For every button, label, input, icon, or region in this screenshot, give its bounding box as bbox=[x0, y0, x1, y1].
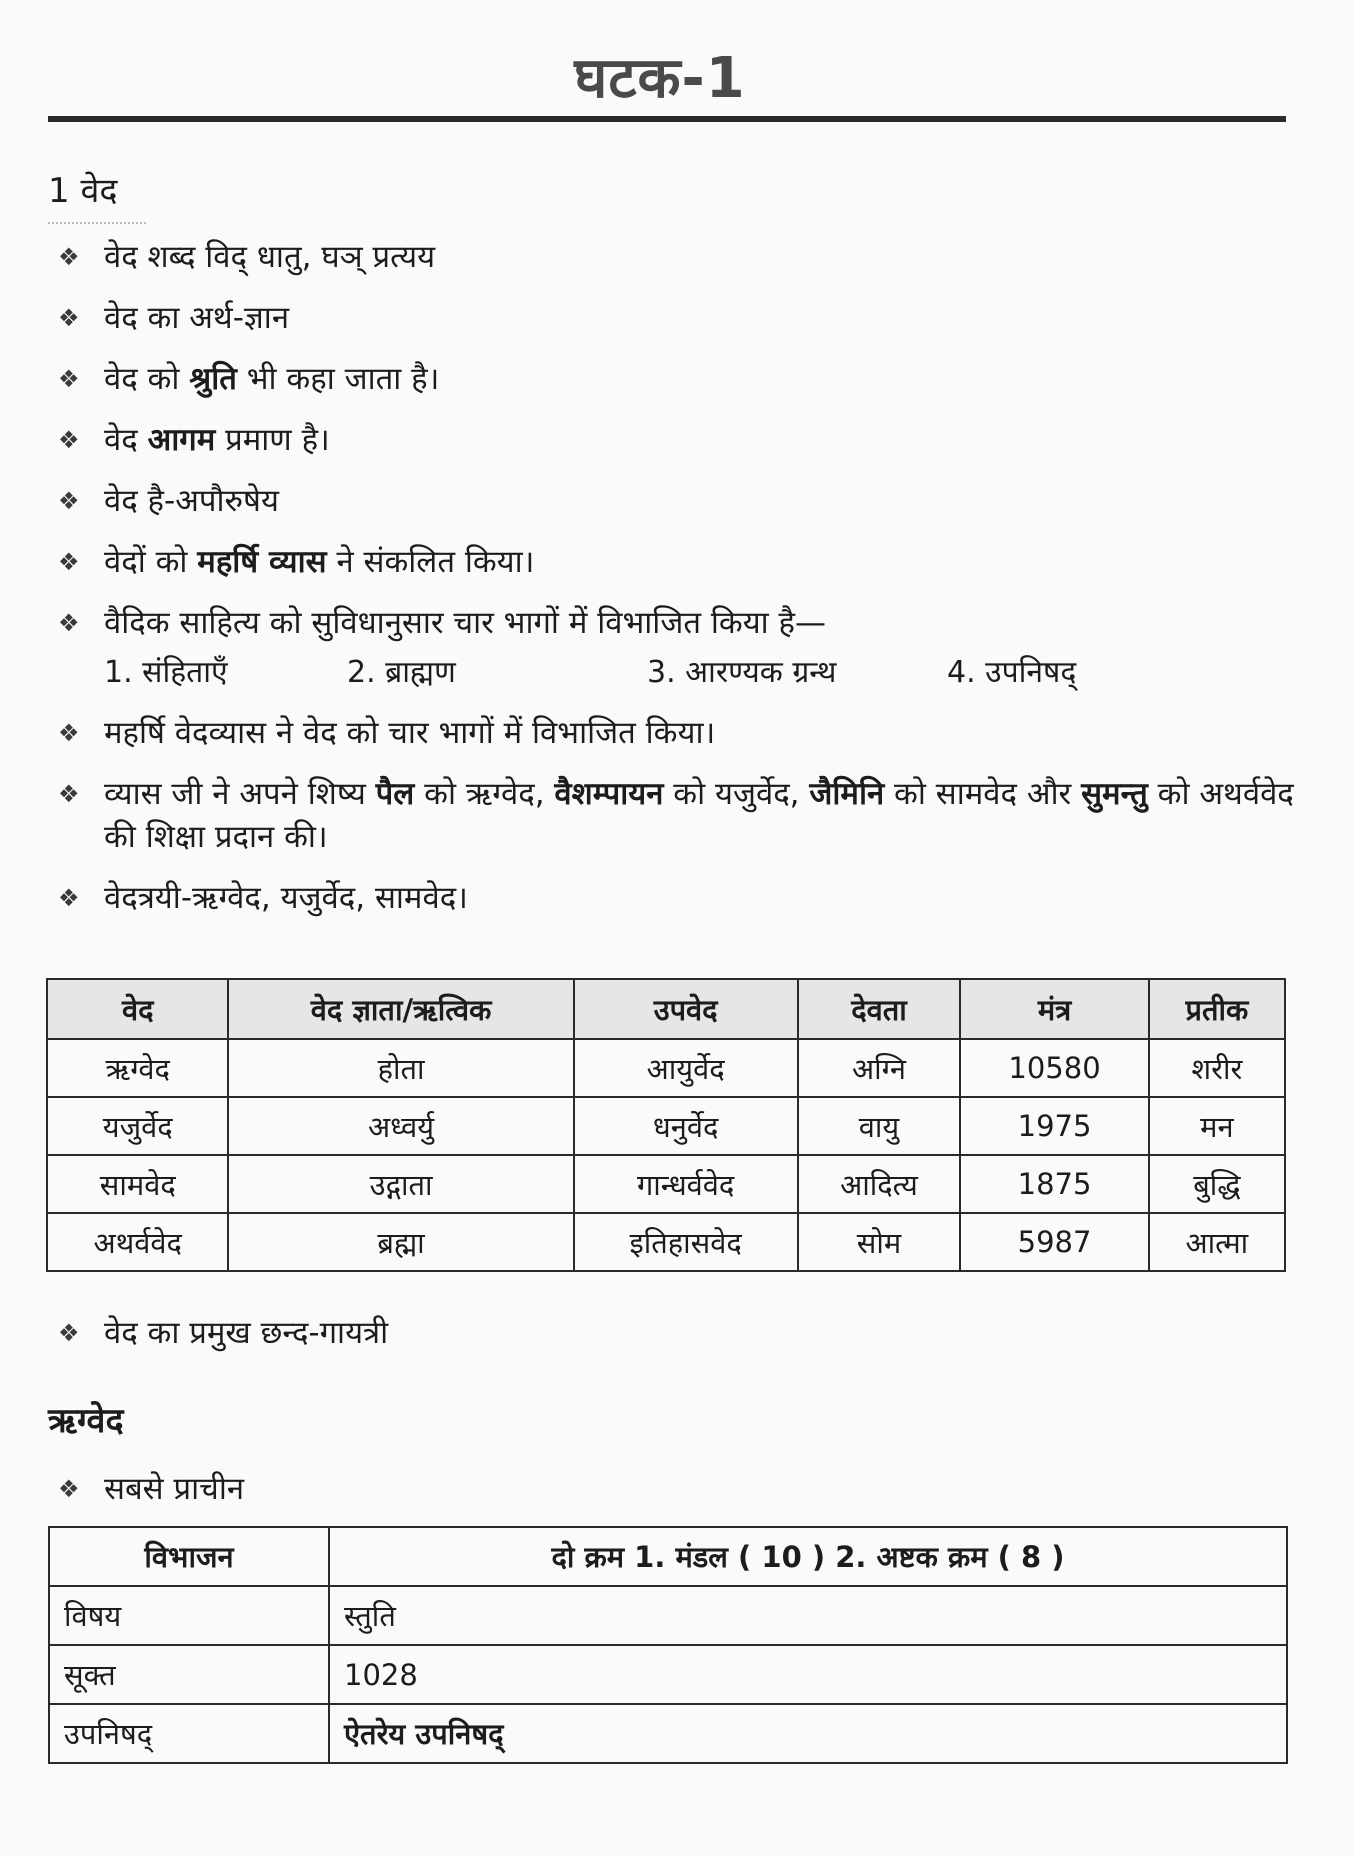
list-item-text: वेदों को bbox=[104, 544, 198, 580]
diamond-bullet-icon: ❖ bbox=[58, 243, 80, 271]
table-cell: इतिहासवेद bbox=[574, 1213, 798, 1271]
table-cell: अग्नि bbox=[798, 1039, 961, 1097]
chapter-title: घटक-1 bbox=[574, 46, 746, 111]
table-header-cell: वेद bbox=[47, 979, 228, 1039]
list-item bbox=[58, 297, 1308, 340]
table-cell: सोम bbox=[798, 1213, 961, 1271]
bold-term: वैशम्पायन bbox=[554, 776, 664, 812]
sub-item: 2. ब्राह्मण bbox=[347, 655, 456, 690]
list-item bbox=[58, 877, 1308, 920]
diamond-bullet-icon: ❖ bbox=[58, 548, 80, 576]
table-row bbox=[47, 1213, 1285, 1271]
rigveda-table-header-row bbox=[49, 1527, 1287, 1586]
list-item-text: वेद bbox=[104, 422, 148, 458]
table-cell: आदित्य bbox=[798, 1155, 961, 1213]
table-header-cell: उपवेद bbox=[574, 979, 798, 1039]
list-item bbox=[58, 602, 1308, 694]
table-cell-value: ऐतरेय उपनिषद् bbox=[329, 1704, 1287, 1763]
table-header-cell: मंत्र bbox=[960, 979, 1148, 1039]
diamond-bullet-icon: ❖ bbox=[58, 884, 80, 912]
bold-term: सुमन्तु bbox=[1081, 776, 1148, 812]
table-cell: आयुर्वेद bbox=[574, 1039, 798, 1097]
bold-term: महर्षि व्यास bbox=[197, 544, 327, 580]
table-cell: ऋग्वेद bbox=[47, 1039, 228, 1097]
list-item-chhand bbox=[58, 1312, 388, 1355]
table-row bbox=[47, 1097, 1285, 1155]
diamond-bullet-icon: ❖ bbox=[58, 365, 80, 393]
table-cell: 1875 bbox=[960, 1155, 1148, 1213]
table-header-cell: प्रतीक bbox=[1149, 979, 1285, 1039]
table-row bbox=[49, 1704, 1287, 1763]
list-item-text: वेदत्रयी-ऋग्वेद, यजुर्वेद, सामवेद। bbox=[104, 880, 468, 916]
table-cell-label: विषय bbox=[49, 1586, 329, 1645]
table-cell: 10580 bbox=[960, 1039, 1148, 1097]
table-row bbox=[47, 1039, 1285, 1097]
table-header-cell: वेद ज्ञाता/ऋत्विक bbox=[228, 979, 573, 1039]
diamond-bullet-icon: ❖ bbox=[58, 487, 80, 515]
sub-item: 3. आरण्यक ग्रन्थ bbox=[647, 655, 837, 690]
list-item-text: को अथर्ववेद की शिक्षा प्रदान की। bbox=[104, 776, 1294, 855]
list-item-text: वेद को bbox=[104, 361, 190, 397]
list-item-text: प्रमाण है। bbox=[215, 422, 330, 458]
table-row bbox=[49, 1586, 1287, 1645]
table-header-cell: विभाजन bbox=[49, 1527, 329, 1586]
table-cell: गान्धर्ववेद bbox=[574, 1155, 798, 1213]
table-cell: यजुर्वेद bbox=[47, 1097, 228, 1155]
list-item bbox=[58, 419, 1308, 462]
bold-term: श्रुति bbox=[189, 361, 237, 397]
veda-bullet-list bbox=[58, 236, 1308, 938]
list-item-text: को सामवेद और bbox=[884, 776, 1082, 812]
table-cell: शरीर bbox=[1149, 1039, 1285, 1097]
list-item bbox=[58, 236, 1308, 279]
table-cell: होता bbox=[228, 1039, 573, 1097]
diamond-bullet-icon: ❖ bbox=[58, 609, 80, 637]
list-item-text: को यजुर्वेद, bbox=[663, 776, 810, 812]
bold-term: पैल bbox=[375, 776, 415, 812]
diamond-bullet-icon: ❖ bbox=[58, 304, 80, 332]
list-item bbox=[58, 480, 1308, 523]
diamond-bullet-icon: ❖ bbox=[58, 780, 80, 808]
table-cell: अध्वर्यु bbox=[228, 1097, 573, 1155]
list-item-text: सबसे प्राचीन bbox=[104, 1471, 245, 1507]
list-item-text: वेद का प्रमुख छन्द-गायत्री bbox=[104, 1315, 389, 1351]
table-header-cell: देवता bbox=[798, 979, 961, 1039]
list-item bbox=[58, 712, 1308, 755]
list-item bbox=[58, 358, 1308, 401]
title-divider bbox=[48, 116, 1286, 122]
bold-term: आगम bbox=[147, 422, 216, 458]
table-row bbox=[47, 1155, 1285, 1213]
veda-table bbox=[46, 978, 1286, 1272]
table-cell: धनुर्वेद bbox=[574, 1097, 798, 1155]
sub-items-row bbox=[104, 651, 1308, 694]
table-cell: 5987 bbox=[960, 1213, 1148, 1271]
list-item-text: वेद शब्द विद् धातु, घञ् प्रत्यय bbox=[104, 239, 436, 275]
rigveda-table bbox=[48, 1526, 1288, 1764]
diamond-bullet-icon: ❖ bbox=[58, 1319, 80, 1347]
diamond-bullet-icon: ❖ bbox=[58, 426, 80, 454]
table-cell: वायु bbox=[798, 1097, 961, 1155]
list-item-text: महर्षि वेदव्यास ने वेद को चार भागों में विभाजित किया। bbox=[104, 715, 716, 751]
table-cell: ब्रह्मा bbox=[228, 1213, 573, 1271]
list-item-text: भी कहा जाता है। bbox=[236, 361, 440, 397]
table-cell: बुद्धि bbox=[1149, 1155, 1285, 1213]
table-cell: अथर्ववेद bbox=[47, 1213, 228, 1271]
list-item-text: वेद का अर्थ-ज्ञान bbox=[104, 300, 290, 336]
table-cell: सामवेद bbox=[47, 1155, 228, 1213]
table-cell-label: सूक्त bbox=[49, 1645, 329, 1704]
list-item bbox=[58, 773, 1308, 859]
table-cell-value: स्तुति bbox=[329, 1586, 1287, 1645]
table-cell: आत्मा bbox=[1149, 1213, 1285, 1271]
sub-item: 4. उपनिषद् bbox=[947, 655, 1077, 690]
diamond-bullet-icon: ❖ bbox=[58, 719, 80, 747]
list-item-text: ने संकलित किया। bbox=[326, 544, 535, 580]
bold-term: जैमिनि bbox=[809, 776, 885, 812]
table-cell: उद्गाता bbox=[228, 1155, 573, 1213]
list-item-text: व्यास जी ने अपने शिष्य bbox=[104, 776, 376, 812]
diamond-bullet-icon: ❖ bbox=[58, 1475, 80, 1503]
table-cell: मन bbox=[1149, 1097, 1285, 1155]
list-item-oldest bbox=[58, 1468, 244, 1511]
table-row bbox=[49, 1645, 1287, 1704]
heading-underline bbox=[48, 222, 146, 224]
table-cell-value: 1028 bbox=[329, 1645, 1287, 1704]
veda-table-header-row bbox=[47, 979, 1285, 1039]
section-heading-veda: 1 वेद bbox=[48, 171, 118, 211]
list-item-text: वैदिक साहित्य को सुविधानुसार चार भागों में विभाजित किया है— bbox=[104, 605, 827, 641]
list-item-text: को ऋग्वेद, bbox=[414, 776, 555, 812]
list-item bbox=[58, 541, 1308, 584]
sub-item: 1. संहिताएँ bbox=[104, 655, 228, 690]
section-heading-rigveda: ऋग्वेद bbox=[48, 1401, 124, 1441]
table-cell: 1975 bbox=[960, 1097, 1148, 1155]
list-item-text: वेद है-अपौरुषेय bbox=[104, 483, 279, 519]
table-header-cell: दो क्रम 1. मंडल ( 10 ) 2. अष्टक क्रम ( 8 ) bbox=[329, 1527, 1287, 1586]
table-cell-label: उपनिषद् bbox=[49, 1704, 329, 1763]
